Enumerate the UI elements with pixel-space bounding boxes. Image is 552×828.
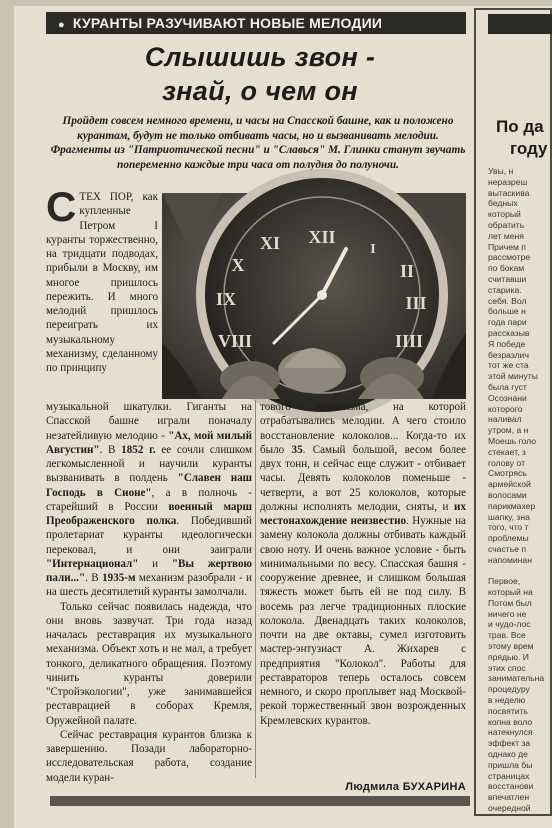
- intro-text: ТЕХ ПОР, как купленные Петром I куранты торжественно, на тридцати подводах, прибыли в Москву, им многое пришлось пережить. И много мелодий пришлось переиграть их музыкальному механизму, сделанному по принципу: [46, 191, 158, 374]
- bottom-rule: [50, 796, 470, 806]
- adjacent-text-line: этому врем: [488, 641, 534, 652]
- adjacent-text-line: в неделю: [488, 695, 526, 706]
- adjacent-text-line: ничего не: [488, 608, 527, 619]
- adjacent-text-line: того, что т: [488, 522, 529, 533]
- adjacent-text-line: натекнулся: [488, 727, 533, 738]
- adjacent-headline-line-2: году: [510, 139, 548, 158]
- article-column-left: [46, 400, 252, 785]
- rubric-title: КУРАНТЫ РАЗУЧИВАЮТ НОВЫЕ МЕЛОДИИ: [72, 15, 383, 31]
- adjacent-text-line: эффект за: [488, 738, 531, 749]
- adjacent-text-line: копна воло: [488, 716, 533, 727]
- bullet-icon: ●: [58, 19, 65, 31]
- headline-line-1: Слышишь звон -: [144, 42, 376, 72]
- svg-text:III: III: [405, 293, 427, 313]
- svg-text:XI: XI: [259, 233, 281, 253]
- paragraph-3: Сейчас реставрация курантов близка к завершению. Позади лабораторно-исследовательская работа, создание модели куран-: [46, 728, 252, 784]
- adjacent-text-line: армейской: [488, 479, 531, 490]
- adjacent-text-line: Смотрясь: [488, 468, 527, 479]
- adjacent-text-line: шапку, зна: [488, 511, 530, 522]
- column-divider: [255, 400, 256, 778]
- adjacent-text-line: себя. Вол: [488, 295, 527, 306]
- svg-text:II: II: [399, 261, 415, 281]
- article-column-middle: [260, 400, 466, 728]
- adjacent-text-line: обратить: [488, 219, 525, 230]
- adjacent-headline-line-1: По да: [496, 117, 544, 136]
- adjacent-text-line: который: [488, 209, 521, 220]
- adjacent-text-line: безразлич: [488, 349, 529, 360]
- adjacent-text-line: Причем п: [488, 241, 526, 252]
- adjacent-text-line: Осознани: [488, 392, 527, 403]
- clock-face-image: [162, 193, 466, 399]
- adjacent-text-line: стекает, з: [488, 446, 526, 457]
- adjacent-text-line: утром, а н: [488, 425, 529, 436]
- rubric-bar: [46, 12, 466, 34]
- clock-photo: [162, 193, 466, 399]
- adjacent-text-line: этих спос: [488, 662, 526, 673]
- adjacent-text-line: процедуру: [488, 684, 530, 695]
- adjacent-text-line: вытаскива: [488, 187, 530, 198]
- adjacent-text-line: рассказыв: [488, 327, 530, 338]
- adjacent-text-line: Увы, н: [488, 166, 514, 176]
- adjacent-text-line: Моешь голо: [488, 435, 536, 446]
- headline-line-2: знай, о чем он: [162, 76, 358, 106]
- adjacent-text-line: очередной: [488, 803, 531, 814]
- adjacent-text-line: [488, 565, 552, 576]
- adjacent-text-line: этой минуты: [488, 371, 538, 382]
- adjacent-text-line: волосами: [488, 489, 527, 500]
- adjacent-text-line: больше н: [488, 306, 526, 317]
- adjacent-text-line: напоминан: [488, 554, 532, 565]
- adjacent-text-line: наливал: [488, 414, 522, 425]
- adjacent-text-line: лет меня: [488, 230, 524, 241]
- svg-text:IIII: IIII: [394, 331, 424, 351]
- adjacent-text-line: трав. Все: [488, 630, 526, 641]
- article-author: Людмила БУХАРИНА: [345, 781, 466, 793]
- adjacent-text-line: занимательна: [488, 673, 545, 684]
- adjacent-text-line: голову от: [488, 457, 526, 468]
- svg-text:IX: IX: [215, 289, 237, 309]
- adjacent-article-text: [488, 166, 552, 814]
- adjacent-text-line: рассмотре: [488, 252, 531, 263]
- paragraph-4: тового механизма, на которой отрабатывались мелодии. А чего стоило восстановление колоколов... Когда-то их было 35. Самый большой, весом более двух тонн, и сейчас еще служит - отбивает часы. Девять колоколов поменьше - четверти, а вот 25 колоколов, которые должны исполнять мелодии, сняты, и их местонахождение неизвестно. Нужные на замену колокола должны отбивать каждый свою ноту. И очень важное условие - быть минимальными по весу. Спасская башня - сооружение древнее, и слишком большая тяжесть может быть ей не под силу. В восемь раз легче традиционных плоские колокола. Двенадцать таких колоколов, почти на две октавы, сумел изготовить мастер-энтузиаст А. Жихарев с предприятия "Колокол". Работы для реставраторов теперь осталось совсем немного, и скоро проплывет над Москвой-рекой торжественный звон возрожденных Кремлевских курантов.: [260, 401, 466, 727]
- article-headline: [60, 40, 460, 108]
- drop-cap: С: [46, 183, 77, 230]
- adjacent-text-line: счастье п: [488, 543, 526, 554]
- adjacent-text-line: посвятить: [488, 705, 529, 716]
- adjacent-text-line: парикмахер: [488, 500, 536, 511]
- adjacent-text-line: которого: [488, 403, 523, 414]
- adjacent-rubric-bar: [488, 14, 552, 34]
- adjacent-text-line: впечатлен: [488, 792, 530, 803]
- adjacent-text-line: была густ: [488, 381, 527, 392]
- svg-text:X: X: [231, 255, 245, 275]
- adjacent-text-line: Первое,: [488, 576, 521, 587]
- adjacent-text-line: тот же ста: [488, 360, 529, 371]
- paragraph-1: музыкальной шкатулки. Гиганты на Спасской башне играли поначалу незатейливую мелодию - "Ах, мой милый Августин". В 1852 г. ее сочли слишком легкомысленной и научили куранты вызванивать в полдень "Славен наш Господь в Сионе", а в полночь - старейший в России военный марш Преображенского полка. Победивший пролетариат куранты идеологически перековал, и они заиграли "Интернационал" и "Вы жертвою пали...". В 1935-м механизм разобрали - и на шесть десятилетий куранты замолчали.: [46, 401, 253, 599]
- article-lead: Пройдет совсем немного времени, и часы на Спасской башне, как и положено курантам, будут не только отбивать часы, но и вызванивать мелодии. Фрагменты из "Патриотической песни" и "Славься" М. Глинки станут звучать попеременно каждые три часа от полудня до полуночи.: [50, 115, 466, 171]
- adjacent-text-line: проблемы: [488, 533, 529, 544]
- adjacent-text-line: и чудо-лос: [488, 619, 531, 630]
- adjacent-text-line: восстанови: [488, 781, 534, 792]
- adjacent-text-line: Я победе: [488, 338, 526, 349]
- adjacent-text-line: страницах: [488, 770, 530, 781]
- adjacent-text-line: который на: [488, 587, 533, 598]
- paragraph-2: Только сейчас появилась надежда, что они вновь зазвучат. Три года назад началась реставрация их музыкального механизма. Объект хоть и не мал, а требует тонкого, деликатного обращения. Поэтому чинить куранты доверили "Стройэкологии", уже занимавшейся реставрацией в соборах Кремля, Оружейной палате.: [46, 600, 252, 727]
- adjacent-text-line: старика.: [488, 284, 522, 295]
- article-intro-column: [46, 183, 158, 375]
- svg-text:I: I: [370, 242, 376, 257]
- adjacent-text-line: однако де: [488, 749, 528, 760]
- svg-text:VIII: VIII: [217, 331, 253, 351]
- adjacent-text-line: Потом был: [488, 597, 532, 608]
- svg-text:XII: XII: [308, 227, 336, 247]
- adjacent-headline: [496, 116, 552, 160]
- adjacent-text-line: по бокам: [488, 263, 525, 274]
- adjacent-text-line: считавши: [488, 273, 527, 284]
- adjacent-text-line: неразреш: [488, 176, 528, 187]
- adjacent-text-line: прядью. И: [488, 651, 529, 662]
- adjacent-text-line: бедных: [488, 198, 518, 209]
- adjacent-text-line: года пари: [488, 317, 527, 328]
- adjacent-text-line: пришла бы: [488, 759, 533, 770]
